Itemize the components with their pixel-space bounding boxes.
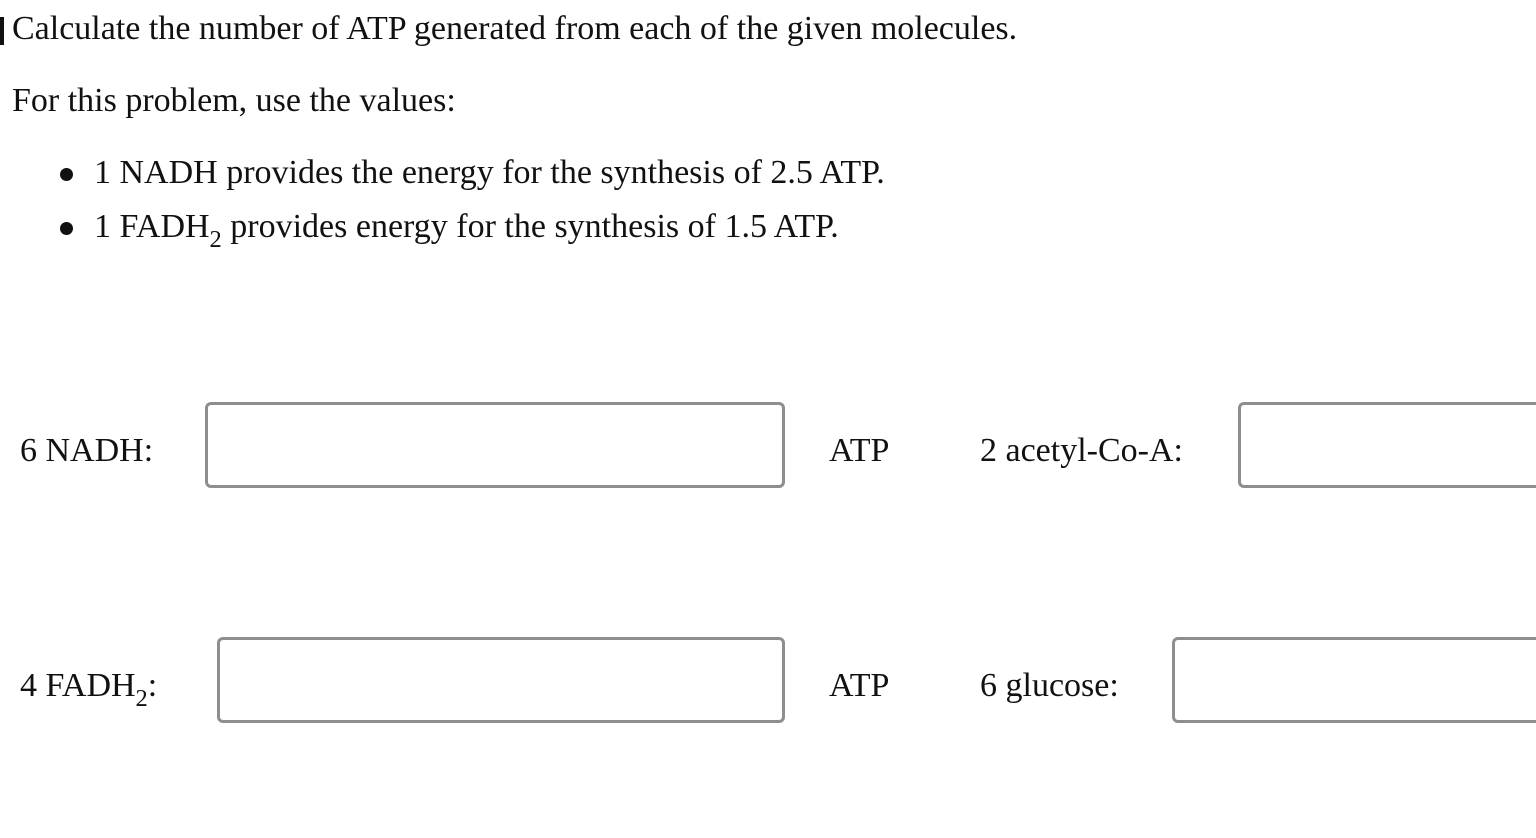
bullet-fadh2-text: 1 $FADH_2$ provides energy for the synthesis of 1.5 ATP. <box>94 208 839 253</box>
fadh2-unit: ATP <box>829 667 890 704</box>
bullet-nadh-text: 1 NADH provides the energy for the synthesis of 2.5 ATP. <box>94 154 885 191</box>
nadh-label: 6 NADH: <box>20 432 154 469</box>
nadh-atp-input[interactable] <box>205 402 785 488</box>
list-item <box>60 206 839 253</box>
fadh2-label: 4 $FADH_2$: <box>20 667 158 712</box>
glucose-label: 6 glucose: <box>980 667 1119 704</box>
acetyl-coa-label: 2 acetyl-Co-A: <box>980 432 1183 469</box>
nadh-unit: ATP <box>829 432 890 469</box>
glucose-atp-input[interactable] <box>1172 637 1536 723</box>
question-title: Calculate the number of ATP generated from each of the given molecules. <box>12 8 1017 50</box>
question-intro: For this problem, use the values: <box>12 82 456 119</box>
acetyl-coa-atp-input[interactable] <box>1238 402 1536 488</box>
list-item <box>60 152 885 194</box>
fadh2-atp-input[interactable] <box>217 637 785 723</box>
